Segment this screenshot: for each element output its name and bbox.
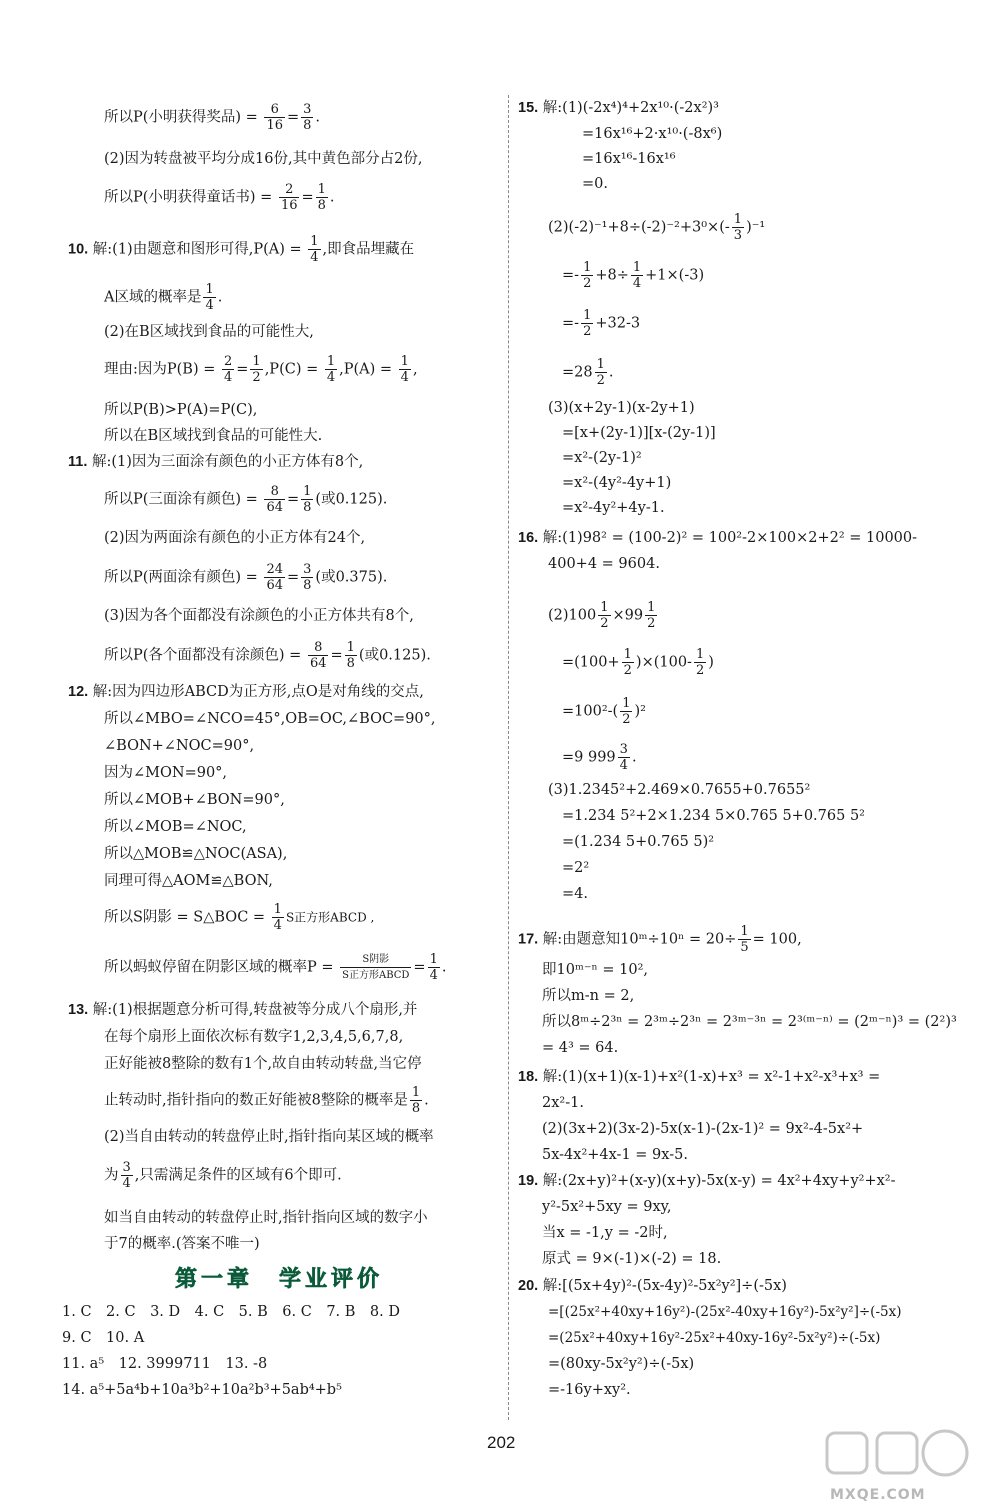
denominator: 8 <box>346 656 355 671</box>
text: 所以S阴影 = S△BOC = <box>104 909 266 926</box>
answer-line: 9. C 10. A <box>62 1330 145 1346</box>
question-number: 17. <box>518 931 539 948</box>
fraction <box>581 260 593 291</box>
numerator: 1 <box>273 902 282 917</box>
text: 为 <box>104 1167 119 1184</box>
denominator: 4 <box>205 298 214 313</box>
text: (2)(-2)⁻¹+8÷(-2)⁻²+3⁰×(- <box>548 219 730 236</box>
answer-line: 所以P(各个面都没有涂颜色) = $\frac{8}{64}$ = $\frac{1}{8}$ (或0.125). <box>104 640 431 671</box>
text: ×99 <box>612 607 644 624</box>
answer-line: 11. a⁵ 12. 3999711 13. -8 <box>62 1356 268 1372</box>
text: =9 999 <box>562 749 616 766</box>
denominator: 16 <box>280 198 298 213</box>
numerator: 3 <box>303 562 312 577</box>
numerator: 1 <box>632 260 642 275</box>
numerator: 1 <box>205 282 214 297</box>
text: (或0.125). <box>358 647 431 664</box>
answer-line <box>562 357 614 388</box>
text: 所以P(各个面都没有涂颜色) = <box>104 647 302 664</box>
answer-line: 所以P(小明获得童话书) = $\frac{2}{16}$ = $\frac{1}{8}$ . <box>104 182 335 213</box>
fraction <box>732 212 744 243</box>
text: )×(100- <box>635 654 692 671</box>
question-number: 18. <box>518 1069 539 1085</box>
text: 解:(2x+y)²+(x-y)(x+y)-5x(x-y) = 4x²+4xy+y²+x²- <box>542 1173 896 1189</box>
answer-line <box>104 102 320 133</box>
text: =100²-( <box>562 703 619 720</box>
answer-line: 所以△MOB≌△NOC(ASA), <box>104 846 288 862</box>
numerator: 3 <box>619 742 628 757</box>
text: ,即食品埋藏在 <box>322 241 415 258</box>
numerator: 1 <box>429 952 438 967</box>
text: 所以P(两面涂有颜色) = <box>104 569 258 586</box>
text: =- <box>562 267 580 284</box>
question-number: 11. <box>68 454 88 470</box>
answer-line <box>518 98 719 118</box>
watermark-logo <box>825 1425 975 1495</box>
answer-line: 5x-4x²+4x-1 = 9x-5. <box>542 1147 688 1163</box>
text: 解:(1)(-2x⁴)⁴+2x¹⁰·(-2x²)³ <box>542 100 719 116</box>
text: =28 <box>562 364 593 381</box>
denominator: 2 <box>583 276 592 291</box>
fraction <box>631 260 643 291</box>
denominator: 2 <box>596 373 605 388</box>
text: S正方形ABCD , <box>285 910 375 925</box>
denominator: 8 <box>303 500 312 515</box>
page-number: 202 <box>487 1433 516 1452</box>
denominator: 4 <box>122 1176 131 1191</box>
text: 所以P(小明获得童话书) = <box>104 189 273 206</box>
text: 解:(1)因为三面涂有颜色的小正方体有8个, <box>91 454 364 470</box>
answer-line <box>562 260 704 291</box>
answer-line: 所以蚂蚁停留在阴影区域的概率P = $\frac{\text{S阴影}}{\text{S正方形ABCD}}$ = $\frac{1}{4}$ . <box>104 952 447 983</box>
denominator: 2 <box>647 616 656 631</box>
numerator: 1 <box>733 212 743 227</box>
answer-line: 所以m-n = 2, <box>542 988 635 1004</box>
numerator: 2 <box>279 182 300 198</box>
denominator: 8 <box>303 118 312 133</box>
fraction <box>121 1160 133 1191</box>
answer-line: =x²-(4y²-4y+1) <box>562 475 672 491</box>
answer-line: 所以P(两面涂有颜色) = $\frac{24}{64}$ = $\frac{3}{8}$ (或0.375). <box>104 562 388 593</box>
answer-line: =2² <box>562 860 590 876</box>
fraction <box>410 1085 422 1116</box>
numerator: 1 <box>600 600 609 615</box>
text: 止转动时,指针指向的数正好能被8整除的概率是 <box>104 1092 408 1109</box>
answer-line <box>104 902 374 933</box>
answer-line: 原式 = 9×(-1)×(-2) = 18. <box>542 1251 722 1267</box>
denominator: 4 <box>326 370 336 385</box>
answer-line: 所以P(B)>P(A)=P(C), <box>104 402 258 418</box>
fraction <box>250 354 262 385</box>
answer-line: 所以∠MOB+∠BON=90°, <box>104 792 285 808</box>
fraction <box>694 647 706 678</box>
text: . <box>315 109 321 126</box>
text: = 100, <box>752 931 802 948</box>
fraction <box>622 647 634 678</box>
answer-line: =x²-(2y-1)² <box>562 450 642 466</box>
answer-line: A区域的概率是 $\frac{1}{4}$ . <box>104 282 223 313</box>
denominator: 2 <box>600 616 609 631</box>
text: ) <box>708 654 714 671</box>
fraction <box>301 562 313 593</box>
fraction <box>301 484 313 515</box>
text: +1×(-3) <box>645 267 705 284</box>
numerator: 2 <box>223 354 233 369</box>
question-number: 13. <box>68 1002 89 1018</box>
answer-line: 当x = -1,y = -2时, <box>542 1225 668 1241</box>
answer-line <box>104 1160 342 1191</box>
answer-line: =x²-4y²+4y-1. <box>562 500 665 516</box>
text: 所以蚂蚁停留在阴影区域的概率P = <box>104 959 334 976</box>
answer-line: (2)在B区域找到食品的可能性大, <box>104 324 314 340</box>
fraction <box>598 600 610 631</box>
denominator: 4 <box>429 968 438 983</box>
fraction <box>345 640 357 671</box>
fraction <box>428 952 440 983</box>
answer-line <box>68 452 363 472</box>
fraction <box>738 924 750 955</box>
answer-line <box>562 647 714 678</box>
answer-line: 所以∠MOB=∠NOC, <box>104 819 247 835</box>
answer-line: 1. C 2. C 3. D 4. C 5. B 6. C 7. B 8. D <box>62 1304 400 1320</box>
question-number: 12. <box>68 684 89 700</box>
numerator: 8 <box>308 640 329 656</box>
denominator: 16 <box>266 118 283 133</box>
answer-line <box>548 212 765 243</box>
numerator: 1 <box>326 354 336 369</box>
numerator: 1 <box>740 924 749 939</box>
fraction <box>264 484 285 515</box>
denominator: 4 <box>619 758 628 773</box>
text: ,P(C) = <box>264 361 319 378</box>
answer-line <box>518 924 802 955</box>
fraction <box>325 354 337 385</box>
numerator: 1 <box>596 357 605 372</box>
denominator: 64 <box>309 656 327 671</box>
text: . <box>608 364 614 381</box>
question-number: 10. <box>68 241 89 258</box>
text: +32-3 <box>595 315 641 332</box>
answer-line: ∠BON+∠NOC=90°, <box>104 738 255 754</box>
text: . <box>631 749 637 766</box>
answer-line <box>562 742 637 773</box>
fraction <box>620 696 632 727</box>
fraction <box>279 182 300 213</box>
denominator: 8 <box>303 578 312 593</box>
answer-line: =(80xy-5x²y²)÷(-5x) <box>548 1356 695 1372</box>
question-number: 20. <box>518 1278 539 1294</box>
answer-line: = 4³ = 64. <box>542 1040 619 1056</box>
answer-line: =(25x²+40xy+16y²-25x²+40xy-16y²-5x²y²)÷(-5x) <box>548 1330 881 1346</box>
answer-line <box>518 1276 787 1296</box>
denominator: 64 <box>266 500 283 515</box>
text: 解:(1)根据题意分析可得,转盘被等分成八个扇形,并 <box>92 1002 418 1018</box>
numerator: 1 <box>400 354 409 369</box>
answer-line: =-16y+xy². <box>548 1382 631 1398</box>
text: 解:[(5x+4y)²-(5x-4y)²-5x²y²]÷(-5x) <box>542 1278 787 1294</box>
denominator: 4 <box>632 276 642 291</box>
denominator: 8 <box>317 198 326 213</box>
answer-line: y²-5x²+5xy = 9xy, <box>542 1199 672 1215</box>
numerator: 24 <box>266 562 283 577</box>
fraction <box>264 102 285 133</box>
denominator: 2 <box>622 712 631 727</box>
text: (或0.375). <box>315 569 388 586</box>
fraction <box>316 182 328 213</box>
fraction <box>301 102 313 133</box>
text: (2)100 <box>548 607 597 624</box>
answer-line: (2)因为转盘被平均分成16份,其中黄色部分占2份, <box>104 151 423 167</box>
answer-line: (2)当自由转动的转盘停止时,指针指向某区域的概率 <box>104 1129 434 1145</box>
question-number: 16. <box>518 530 539 546</box>
answer-line: =[(25x²+40xy+16y²)-(25x²-40xy+16y²)-5x²y²]÷(-5x) <box>548 1304 902 1320</box>
text: =(100+ <box>562 654 620 671</box>
answer-line <box>548 600 659 631</box>
answer-line: 所以P(三面涂有颜色) = $\frac{8}{64}$ = $\frac{1}{8}$ (或0.125). <box>104 484 388 515</box>
fraction <box>264 562 285 593</box>
answer-line: 即10ᵐ⁻ⁿ = 10², <box>542 962 649 978</box>
fraction <box>399 354 411 385</box>
answer-line: 14. a⁵+5a⁴b+10a³b²+10a²b³+5ab⁴+b⁵ <box>62 1382 342 1398</box>
numerator: 1 <box>346 640 355 655</box>
numerator: 1 <box>695 647 705 662</box>
answer-line: =1.234 5²+2×1.234 5×0.765 5+0.765 5² <box>562 808 865 824</box>
numerator: 8 <box>264 484 285 500</box>
answer-line: 400+4 = 9604. <box>548 556 660 572</box>
answer-line: =(1.234 5+0.765 5)² <box>562 834 715 850</box>
answer-line: 理由:因为P(B) = $\frac{2}{4}$ = $\frac{1}{2}$ ,P(C) = $\frac{1}{4}$ ,P(A) = $\frac{1}{4}$ , <box>104 354 418 385</box>
fraction <box>308 234 320 265</box>
section-title: 第一章 学业评价 <box>175 1267 384 1292</box>
text: )⁻¹ <box>746 219 766 236</box>
answer-line: 在每个扇形上面依次标有数字1,2,3,4,5,6,7,8, <box>104 1029 404 1045</box>
fraction <box>272 902 284 933</box>
denominator: S正方形ABCD <box>342 970 410 981</box>
answer-line <box>68 1000 417 1020</box>
text: 解:(1)98² = (100-2)² = 100²-2×100×2+2² = 10000- <box>542 530 918 546</box>
numerator: 1 <box>583 260 592 275</box>
fraction <box>222 354 234 385</box>
text: (或0.125). <box>315 491 388 508</box>
numerator: 1 <box>623 647 632 662</box>
answer-line <box>518 1171 896 1191</box>
text: 解:因为四边形ABCD为正方形,点O是对角线的交点, <box>92 684 424 700</box>
answer-line <box>562 696 646 727</box>
answer-line: 2x²-1. <box>542 1095 584 1111</box>
answer-line: =[x+(2y-1)][x-(2y-1)] <box>562 425 716 441</box>
answer-line <box>518 528 917 548</box>
question-number: 15. <box>518 100 539 116</box>
text: +8÷ <box>595 267 629 284</box>
text: 所以P(三面涂有颜色) = <box>104 491 258 508</box>
denominator: 64 <box>266 578 283 593</box>
answer-line: (3)1.2345²+2.469×0.7655+0.7655² <box>548 782 811 798</box>
numerator: 1 <box>583 308 592 323</box>
answer-line <box>518 1067 880 1087</box>
numerator: 3 <box>122 1160 131 1175</box>
answer-line: (2)(3x+2)(3x-2)-5x(x-1)-(2x-1)² = 9x²-4-5x²+ <box>542 1121 864 1137</box>
text: ,只需满足条件的区域有6个即可. <box>134 1167 342 1184</box>
text: )² <box>634 703 646 720</box>
answer-line: 于7的概率.(答案不唯一) <box>104 1236 260 1252</box>
fraction <box>581 308 593 339</box>
text: ,P(A) = <box>339 361 393 378</box>
text: , <box>412 361 418 378</box>
denominator: 3 <box>733 228 743 243</box>
equals: = <box>286 109 300 126</box>
text: A区域的概率是 <box>104 289 202 306</box>
numerator: 1 <box>252 354 261 369</box>
answer-line: 如当自由转动的转盘停止时,指针指向区域的数字小 <box>104 1210 428 1226</box>
answer-line: 同理可得△AOM≌△BON, <box>104 873 273 889</box>
numerator: 1 <box>317 182 326 197</box>
answer-line <box>68 234 414 265</box>
denominator: 8 <box>411 1101 421 1116</box>
fraction <box>618 742 630 773</box>
answer-line: =4. <box>562 886 588 902</box>
numerator: 1 <box>622 696 631 711</box>
fraction <box>595 357 607 388</box>
text: 所以P(小明获得奖品) = <box>104 109 258 126</box>
numerator: 1 <box>310 234 319 249</box>
text: . <box>329 189 335 206</box>
answer-line: 所以在B区域找到食品的可能性大. <box>104 428 323 444</box>
text: 解:(1)(x+1)(x-1)+x²(1-x)+x³ = x²-1+x²-x³+x³ = <box>542 1069 881 1085</box>
denominator: 2 <box>695 663 705 678</box>
fraction <box>308 640 329 671</box>
answer-line: 止转动时,指针指向的数正好能被8整除的概率是 $\frac{1}{8}$ . <box>104 1085 429 1116</box>
denominator: 2 <box>252 370 261 385</box>
answer-line: =16x¹⁶-16x¹⁶ <box>582 151 676 167</box>
text: 理由:因为P(B) = <box>104 361 216 378</box>
denominator: 2 <box>583 324 592 339</box>
denominator: 4 <box>223 370 233 385</box>
answer-line: =0. <box>582 176 608 192</box>
answer-line: 所以8ᵐ÷2³ⁿ = 2³ᵐ÷2³ⁿ = 2³ᵐ⁻³ⁿ = 2³⁽ᵐ⁻ⁿ⁾ = (2ᵐ⁻ⁿ)³ = (2²)³ <box>542 1014 957 1030</box>
numerator: 1 <box>411 1085 421 1100</box>
text: 解:由题意知10ᵐ÷10ⁿ = 20÷ <box>542 931 737 948</box>
fraction <box>203 282 215 313</box>
answer-line <box>562 308 640 339</box>
numerator: 1 <box>303 484 312 499</box>
denominator: 4 <box>400 370 409 385</box>
denominator: 4 <box>273 918 282 933</box>
fraction <box>340 952 411 983</box>
denominator: 5 <box>740 940 749 955</box>
text: 解:(1)由题意和图形可得,P(A) = <box>92 241 302 258</box>
answer-line: 所以∠MBO=∠NCO=45°,OB=OC,∠BOC=90°, <box>104 711 436 727</box>
numerator: S阴影 <box>340 952 411 968</box>
answer-line: (2)因为两面涂有颜色的小正方体有24个, <box>104 530 366 546</box>
question-number: 19. <box>518 1173 539 1189</box>
answer-line: 正好能被8整除的数有1个,故自由转动转盘,当它停 <box>104 1056 422 1072</box>
text: =- <box>562 315 580 332</box>
column-divider <box>508 95 509 1420</box>
numerator: 3 <box>303 102 312 117</box>
watermark-text: MXQE.COM <box>830 1487 926 1503</box>
denominator: 4 <box>310 250 319 265</box>
answer-line: 因为∠MON=90°, <box>104 765 228 781</box>
answer-line: (3)因为各个面都没有涂颜色的小正方体共有8个, <box>104 608 414 624</box>
numerator: 1 <box>647 600 656 615</box>
fraction <box>645 600 657 631</box>
answer-line: =16x¹⁶+2·x¹⁰·(-8x⁶) <box>582 126 723 142</box>
answer-line <box>68 682 424 702</box>
numerator: 6 <box>264 102 285 118</box>
answer-line: (3)(x+2y-1)(x-2y+1) <box>548 400 695 416</box>
denominator: 2 <box>623 663 632 678</box>
